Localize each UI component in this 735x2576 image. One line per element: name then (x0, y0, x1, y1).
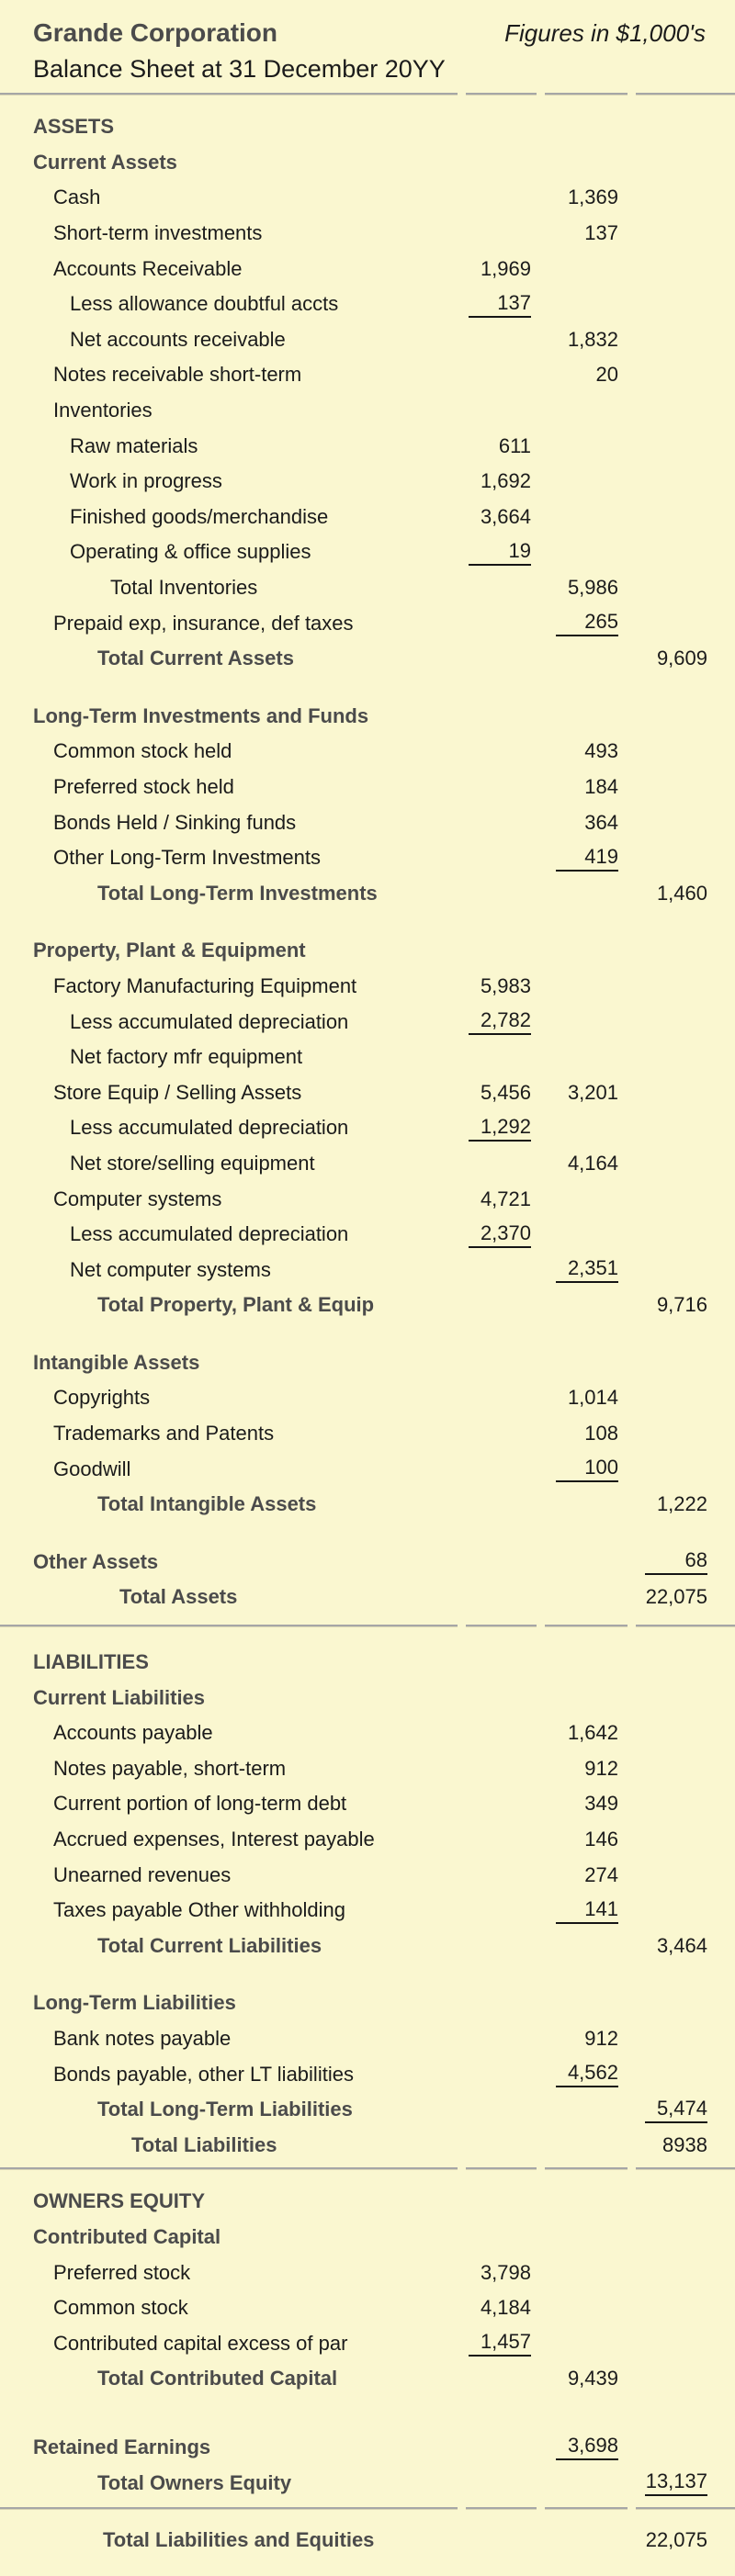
table-row (0, 1751, 735, 1787)
row-label: Operating & office supplies (70, 540, 311, 564)
section-divider (0, 2507, 735, 2509)
table-row (0, 2465, 735, 2501)
header-divider (0, 93, 735, 95)
table-row (0, 933, 735, 969)
row-label: ASSETS (33, 115, 115, 139)
value: 1,692 (480, 469, 531, 493)
row-label: Preferred stock held (53, 774, 234, 798)
table-row (0, 1715, 735, 1751)
underlined-value: 100 (556, 1456, 618, 1482)
row-label: Net factory mfr equipment (70, 1045, 303, 1069)
underlined-value: 141 (556, 1897, 618, 1924)
table-row (0, 1580, 735, 1615)
value-c2 (537, 1721, 628, 1745)
value: 4,164 (567, 1151, 618, 1175)
table-row (0, 1487, 735, 1523)
table-row (0, 251, 735, 287)
value-c3 (628, 1548, 735, 1575)
spacer-row (0, 2397, 735, 2430)
value: 5,986 (567, 576, 618, 600)
row-label: Trademarks and Patents (53, 1422, 275, 1445)
table-row (0, 1345, 735, 1381)
table-row (0, 1146, 735, 1182)
table-row (0, 500, 735, 535)
value-c2 (537, 1863, 628, 1887)
row-label: Contributed Capital (33, 2224, 221, 2248)
table-row (0, 287, 735, 322)
row-label: Total Property, Plant & Equip (97, 1293, 375, 1317)
value: 912 (584, 1756, 618, 1780)
value: 349 (584, 1792, 618, 1816)
table-row (0, 1110, 735, 1146)
value: 3,464 (656, 1933, 707, 1957)
table-row (0, 840, 735, 876)
value-c1 (459, 1081, 537, 1105)
value: 9,439 (567, 2367, 618, 2390)
row-label: Current Assets (33, 150, 177, 174)
spacer-row (0, 677, 735, 699)
row-label: Work in progress (70, 469, 222, 493)
row-label: Finished goods/merchandise (70, 504, 329, 528)
value: 3,201 (567, 1080, 618, 1104)
value: 146 (584, 1828, 618, 1851)
table-row (0, 2021, 735, 2057)
table-row (0, 1680, 735, 1715)
value-c2 (537, 576, 628, 600)
table-row (0, 2127, 735, 2163)
row-label: Accrued expenses, Interest payable (53, 1828, 375, 1851)
value: 4,721 (480, 1187, 531, 1210)
value-c3 (628, 647, 735, 670)
table-row (0, 534, 735, 570)
table-row (0, 1985, 735, 2021)
table-row (0, 570, 735, 606)
table-row (0, 428, 735, 464)
row-label: Short-term investments (53, 221, 263, 245)
value: 3,664 (480, 504, 531, 528)
table-row (0, 2325, 735, 2361)
table-row (0, 1786, 735, 1822)
value-c2 (537, 221, 628, 245)
table-row (0, 393, 735, 429)
value: 22,075 (645, 1585, 707, 1609)
value-c2 (537, 2027, 628, 2051)
value-c1 (459, 434, 537, 458)
table-row (0, 1181, 735, 1217)
value-c2 (537, 2367, 628, 2390)
table-row (0, 2056, 735, 2092)
row-label: Total Contributed Capital (97, 2367, 338, 2390)
table-row (0, 641, 735, 677)
value: 4,184 (480, 2296, 531, 2320)
row-label: Computer systems (53, 1187, 222, 1210)
value: 1,014 (567, 1386, 618, 1410)
value-c2 (537, 1386, 628, 1410)
sheet-header (0, 0, 735, 86)
row-label: Common stock (53, 2296, 188, 2320)
underlined-value: 137 (469, 291, 531, 318)
value-c1 (459, 469, 537, 493)
row-label: Prepaid exp, insurance, def taxes (53, 611, 354, 635)
table-row (0, 1004, 735, 1040)
row-label: Less accumulated depreciation (70, 1009, 349, 1033)
value-c1 (459, 1187, 537, 1211)
table-row (0, 322, 735, 358)
row-label: Total Inventories (110, 576, 258, 600)
row-label: Accounts payable (53, 1721, 213, 1745)
value-c1 (459, 2296, 537, 2320)
value: 9,716 (656, 1293, 707, 1317)
row-label: Accounts Receivable (53, 256, 243, 280)
table-row (0, 2220, 735, 2255)
value-c1 (459, 974, 537, 998)
value-c2 (537, 363, 628, 387)
value: 1,969 (480, 256, 531, 280)
value: 9,609 (656, 647, 707, 670)
table-row (0, 2184, 735, 2220)
underlined-value: 5,474 (645, 2097, 707, 2123)
underlined-value: 4,562 (556, 2061, 618, 2087)
value-c2 (537, 1422, 628, 1445)
table-row (0, 109, 735, 145)
table-row (0, 180, 735, 216)
company-name: Grande Corporation (33, 18, 278, 47)
row-label: LIABILITIES (33, 1650, 149, 1674)
value-c2 (537, 328, 628, 352)
table-row (0, 1545, 735, 1580)
value-c2 (537, 1256, 628, 1283)
table-row (0, 1929, 735, 1964)
spacer-row (0, 911, 735, 933)
value-c1 (459, 257, 537, 281)
value-c1 (459, 2261, 537, 2285)
value-c3 (628, 2097, 735, 2123)
underlined-value: 265 (556, 610, 618, 636)
value: 184 (584, 774, 618, 798)
table-row (0, 1645, 735, 1681)
spacer-row (0, 1323, 735, 1345)
table-row (0, 1074, 735, 1110)
value-c2 (537, 2434, 628, 2460)
underlined-value: 419 (556, 845, 618, 872)
row-label: Other Assets (33, 1549, 159, 1573)
underlined-value: 68 (645, 1548, 707, 1575)
row-label: Total Intangible Assets (97, 1492, 317, 1516)
row-label: Current Liabilities (33, 1685, 206, 1709)
value-c3 (628, 2469, 735, 2496)
table-row (0, 2092, 735, 2128)
value-c2 (537, 1897, 628, 1924)
row-label: Bank notes payable (53, 2026, 232, 2050)
value: 5,983 (480, 973, 531, 997)
value: 20 (595, 363, 618, 387)
table-row (0, 1416, 735, 1452)
table-row (0, 1857, 735, 1893)
row-label: Total Liabilities and Equities (103, 2528, 375, 2552)
underlined-value: 13,137 (645, 2469, 707, 2496)
underlined-value: 1,457 (469, 2330, 531, 2357)
row-label: Preferred stock (53, 2260, 191, 2284)
value: 364 (584, 810, 618, 834)
table-row (0, 2430, 735, 2466)
table-row (0, 605, 735, 641)
value-c2 (537, 1828, 628, 1851)
value-c3 (628, 1492, 735, 1516)
table-row (0, 2523, 735, 2559)
value: 1,832 (567, 327, 618, 351)
table-row (0, 216, 735, 252)
row-label: Less allowance doubtful accts (70, 292, 339, 316)
row-label: Total Owners Equity (97, 2470, 292, 2494)
row-label: Net store/selling equipment (70, 1151, 315, 1175)
row-label: Raw materials (70, 433, 198, 457)
section-divider (0, 2167, 735, 2169)
row-label: OWNERS EQUITY (33, 2189, 206, 2213)
value-c3 (628, 2133, 735, 2157)
row-label: Taxes payable Other withholding (53, 1898, 345, 1922)
value-c2 (537, 1757, 628, 1781)
row-label: Less accumulated depreciation (70, 1222, 349, 1246)
value-c3 (628, 882, 735, 906)
value-c2 (537, 811, 628, 835)
underlined-value: 1,292 (469, 1115, 531, 1142)
value-c2 (537, 1081, 628, 1105)
table-row (0, 2361, 735, 2397)
row-label: Goodwill (53, 1457, 131, 1480)
row-label: Intangible Assets (33, 1350, 200, 1374)
spacer-row (0, 1523, 735, 1545)
row-label: Total Current Assets (97, 647, 294, 670)
value: 274 (584, 1862, 618, 1886)
table-row (0, 969, 735, 1005)
table-row (0, 1252, 735, 1288)
row-label: Notes payable, short-term (53, 1756, 287, 1780)
row-label: Total Current Liabilities (97, 1933, 322, 1957)
value-c2 (537, 775, 628, 799)
value-c1 (459, 1221, 537, 1248)
value-c2 (537, 739, 628, 763)
value-c1 (459, 505, 537, 529)
value-c2 (537, 1152, 628, 1176)
value-c3 (628, 2528, 735, 2552)
underlined-value: 19 (469, 539, 531, 566)
units-note: Figures in $1,000's (504, 19, 706, 47)
table-row (0, 1288, 735, 1323)
value-c2 (537, 2061, 628, 2087)
row-label: Net accounts receivable (70, 327, 286, 351)
value-c2 (537, 610, 628, 636)
value-c1 (459, 291, 537, 318)
value-c1 (459, 2330, 537, 2357)
table-row (0, 464, 735, 500)
value-c3 (628, 1585, 735, 1609)
row-label: Bonds Held / Sinking funds (53, 810, 297, 834)
sheet-subtitle: Balance Sheet at 31 December 20YY (33, 55, 446, 83)
table-row (0, 1893, 735, 1929)
value: 108 (584, 1422, 618, 1445)
value-c2 (537, 186, 628, 209)
value: 22,075 (645, 2528, 707, 2552)
value-c1 (459, 1115, 537, 1142)
row-label: Cash (53, 186, 101, 209)
table-row (0, 734, 735, 770)
row-label: Total Liabilities (131, 2132, 277, 2156)
row-label: Property, Plant & Equipment (33, 939, 306, 962)
spacer-row (0, 1963, 735, 1985)
row-label: Bonds payable, other LT liabilities (53, 2062, 354, 2086)
underlined-value: 3,698 (556, 2434, 618, 2460)
value-c1 (459, 539, 537, 566)
underlined-value: 2,370 (469, 1221, 531, 1248)
table-row (0, 699, 735, 735)
value-c3 (628, 1293, 735, 1317)
value-c2 (537, 1456, 628, 1482)
section-divider (0, 1625, 735, 1626)
row-label: Long-Term Investments and Funds (33, 703, 369, 727)
table-row (0, 1380, 735, 1416)
row-label: Unearned revenues (53, 1862, 232, 1886)
value: 912 (584, 2026, 618, 2050)
table-row (0, 1040, 735, 1075)
row-label: Less accumulated depreciation (70, 1116, 349, 1140)
row-label: Copyrights (53, 1386, 151, 1410)
table-row (0, 875, 735, 911)
value-c3 (628, 1934, 735, 1958)
row-label: Factory Manufacturing Equipment (53, 973, 357, 997)
value: 137 (584, 221, 618, 245)
row-label: Total Long-Term Liabilities (97, 2098, 353, 2121)
row-label: Common stock held (53, 739, 232, 763)
table-row (0, 145, 735, 181)
value: 5,456 (480, 1080, 531, 1104)
table-row (0, 1217, 735, 1253)
underlined-value: 2,782 (469, 1008, 531, 1035)
value-c2 (537, 1792, 628, 1816)
value: 1,222 (656, 1492, 707, 1516)
table-row (0, 2290, 735, 2326)
row-label: Notes receivable short-term (53, 363, 302, 387)
row-label: Long-Term Liabilities (33, 1991, 236, 2015)
value: 1,642 (567, 1721, 618, 1745)
table-row (0, 1822, 735, 1858)
row-label: Total Assets (119, 1585, 238, 1609)
value: 611 (498, 433, 531, 457)
value: 8938 (662, 2132, 707, 2156)
line-items (0, 109, 735, 2558)
table-row (0, 1451, 735, 1487)
value-c1 (459, 1008, 537, 1035)
value: 1,460 (656, 881, 707, 905)
row-label: Current portion of long-term debt (53, 1792, 347, 1816)
value: 3,798 (480, 2260, 531, 2284)
underlined-value: 2,351 (556, 1256, 618, 1283)
row-label: Other Long-Term Investments (53, 846, 322, 870)
value: 1,369 (567, 186, 618, 209)
row-label: Store Equip / Selling Assets (53, 1080, 302, 1104)
table-row (0, 804, 735, 840)
value: 493 (584, 739, 618, 763)
table-row (0, 2255, 735, 2290)
row-label: Total Long-Term Investments (97, 881, 378, 905)
row-label: Contributed capital excess of par (53, 2331, 348, 2355)
table-row (0, 357, 735, 393)
value-c2 (537, 845, 628, 872)
row-label: Retained Earnings (33, 2435, 211, 2458)
row-label: Net computer systems (70, 1257, 271, 1281)
table-row (0, 770, 735, 805)
row-label: Inventories (53, 399, 153, 422)
